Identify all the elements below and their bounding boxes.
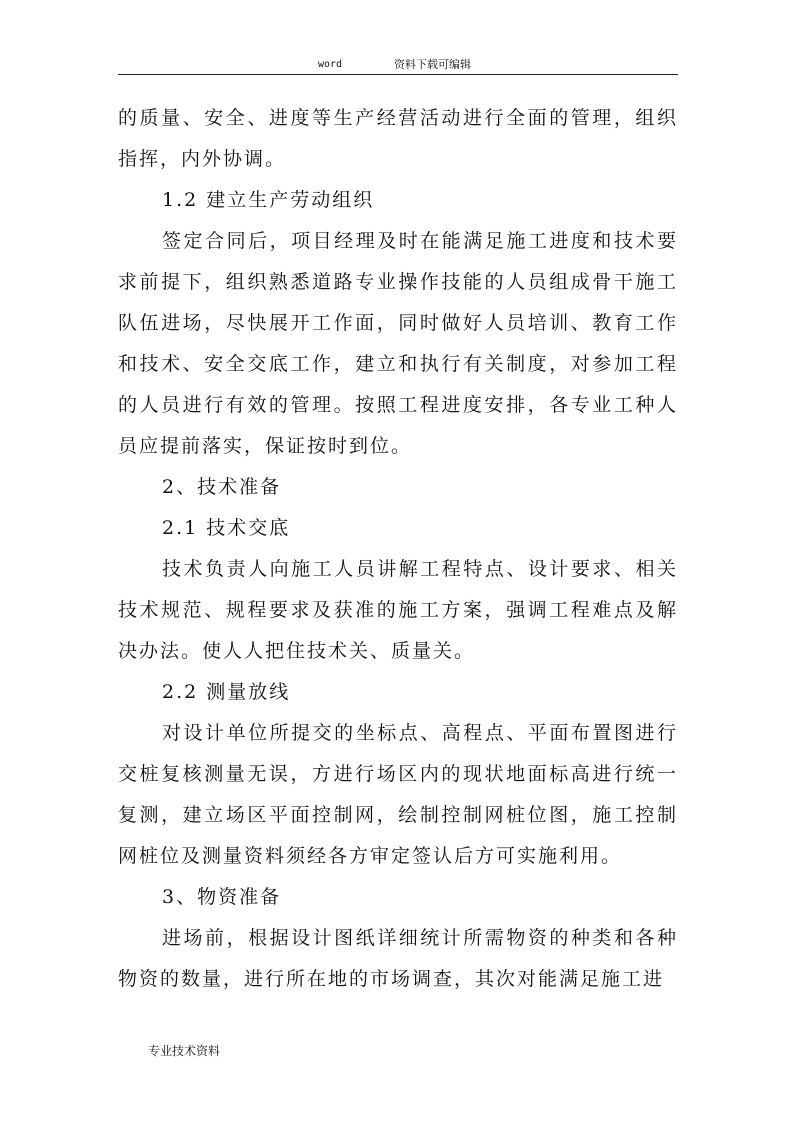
page-footer: 专业技术资料 — [148, 1044, 221, 1058]
paragraph-management: 的质量、安全、进度等生产经营活动进行全面的管理，组织指挥，内外协调。 — [118, 107, 678, 170]
heading-2-1: 2.1 技术交底 — [162, 517, 291, 539]
document-body — [118, 98, 678, 1000]
paragraph-labor-organization: 签定合同后，项目经理及时在能满足施工进度和技术要求前提下，组织熟悉道路专业操作技能的人员组成骨干施工队伍进场，尽快展开工作面，同时做好人员培训、教育工作和技术、安全交底工作，建立和执行有关制度，对参加工程的人员进行有效的管理。按照工程进度安排，各专业工种人员应提前落实，保证按时到位。 — [118, 230, 678, 457]
header-note-label: 资料下载可编辑 — [394, 58, 471, 71]
heading-2-2: 2.2 测量放线 — [162, 681, 291, 703]
page-header — [118, 56, 678, 75]
paragraph-materials: 进场前，根据设计图纸详细统计所需物资的种类和各种物资的数量，进行所在地的市场调查，其次对能满足施工进 — [118, 927, 678, 990]
paragraph-technical-briefing: 技术负责人向施工人员讲解工程特点、设计要求、相关技术规范、规程要求及获准的施工方案，强调工程难点及解决办法。使人人把住技术关、质量关。 — [118, 558, 678, 662]
header-word-label: word — [318, 59, 343, 70]
heading-3: 3、物资准备 — [162, 886, 282, 908]
heading-1-2: 1.2 建立生产劳动组织 — [162, 189, 375, 211]
heading-2: 2、技术准备 — [162, 476, 282, 498]
paragraph-surveying: 对设计单位所提交的坐标点、高程点、平面布置图进行交桩复核测量无误，方进行场区内的现状地面标高进行统一复测，建立场区平面控制网，绘制控制网桩位图，施工控制网桩位及测量资料须经各方审定签认后方可实施利用。 — [118, 722, 678, 867]
